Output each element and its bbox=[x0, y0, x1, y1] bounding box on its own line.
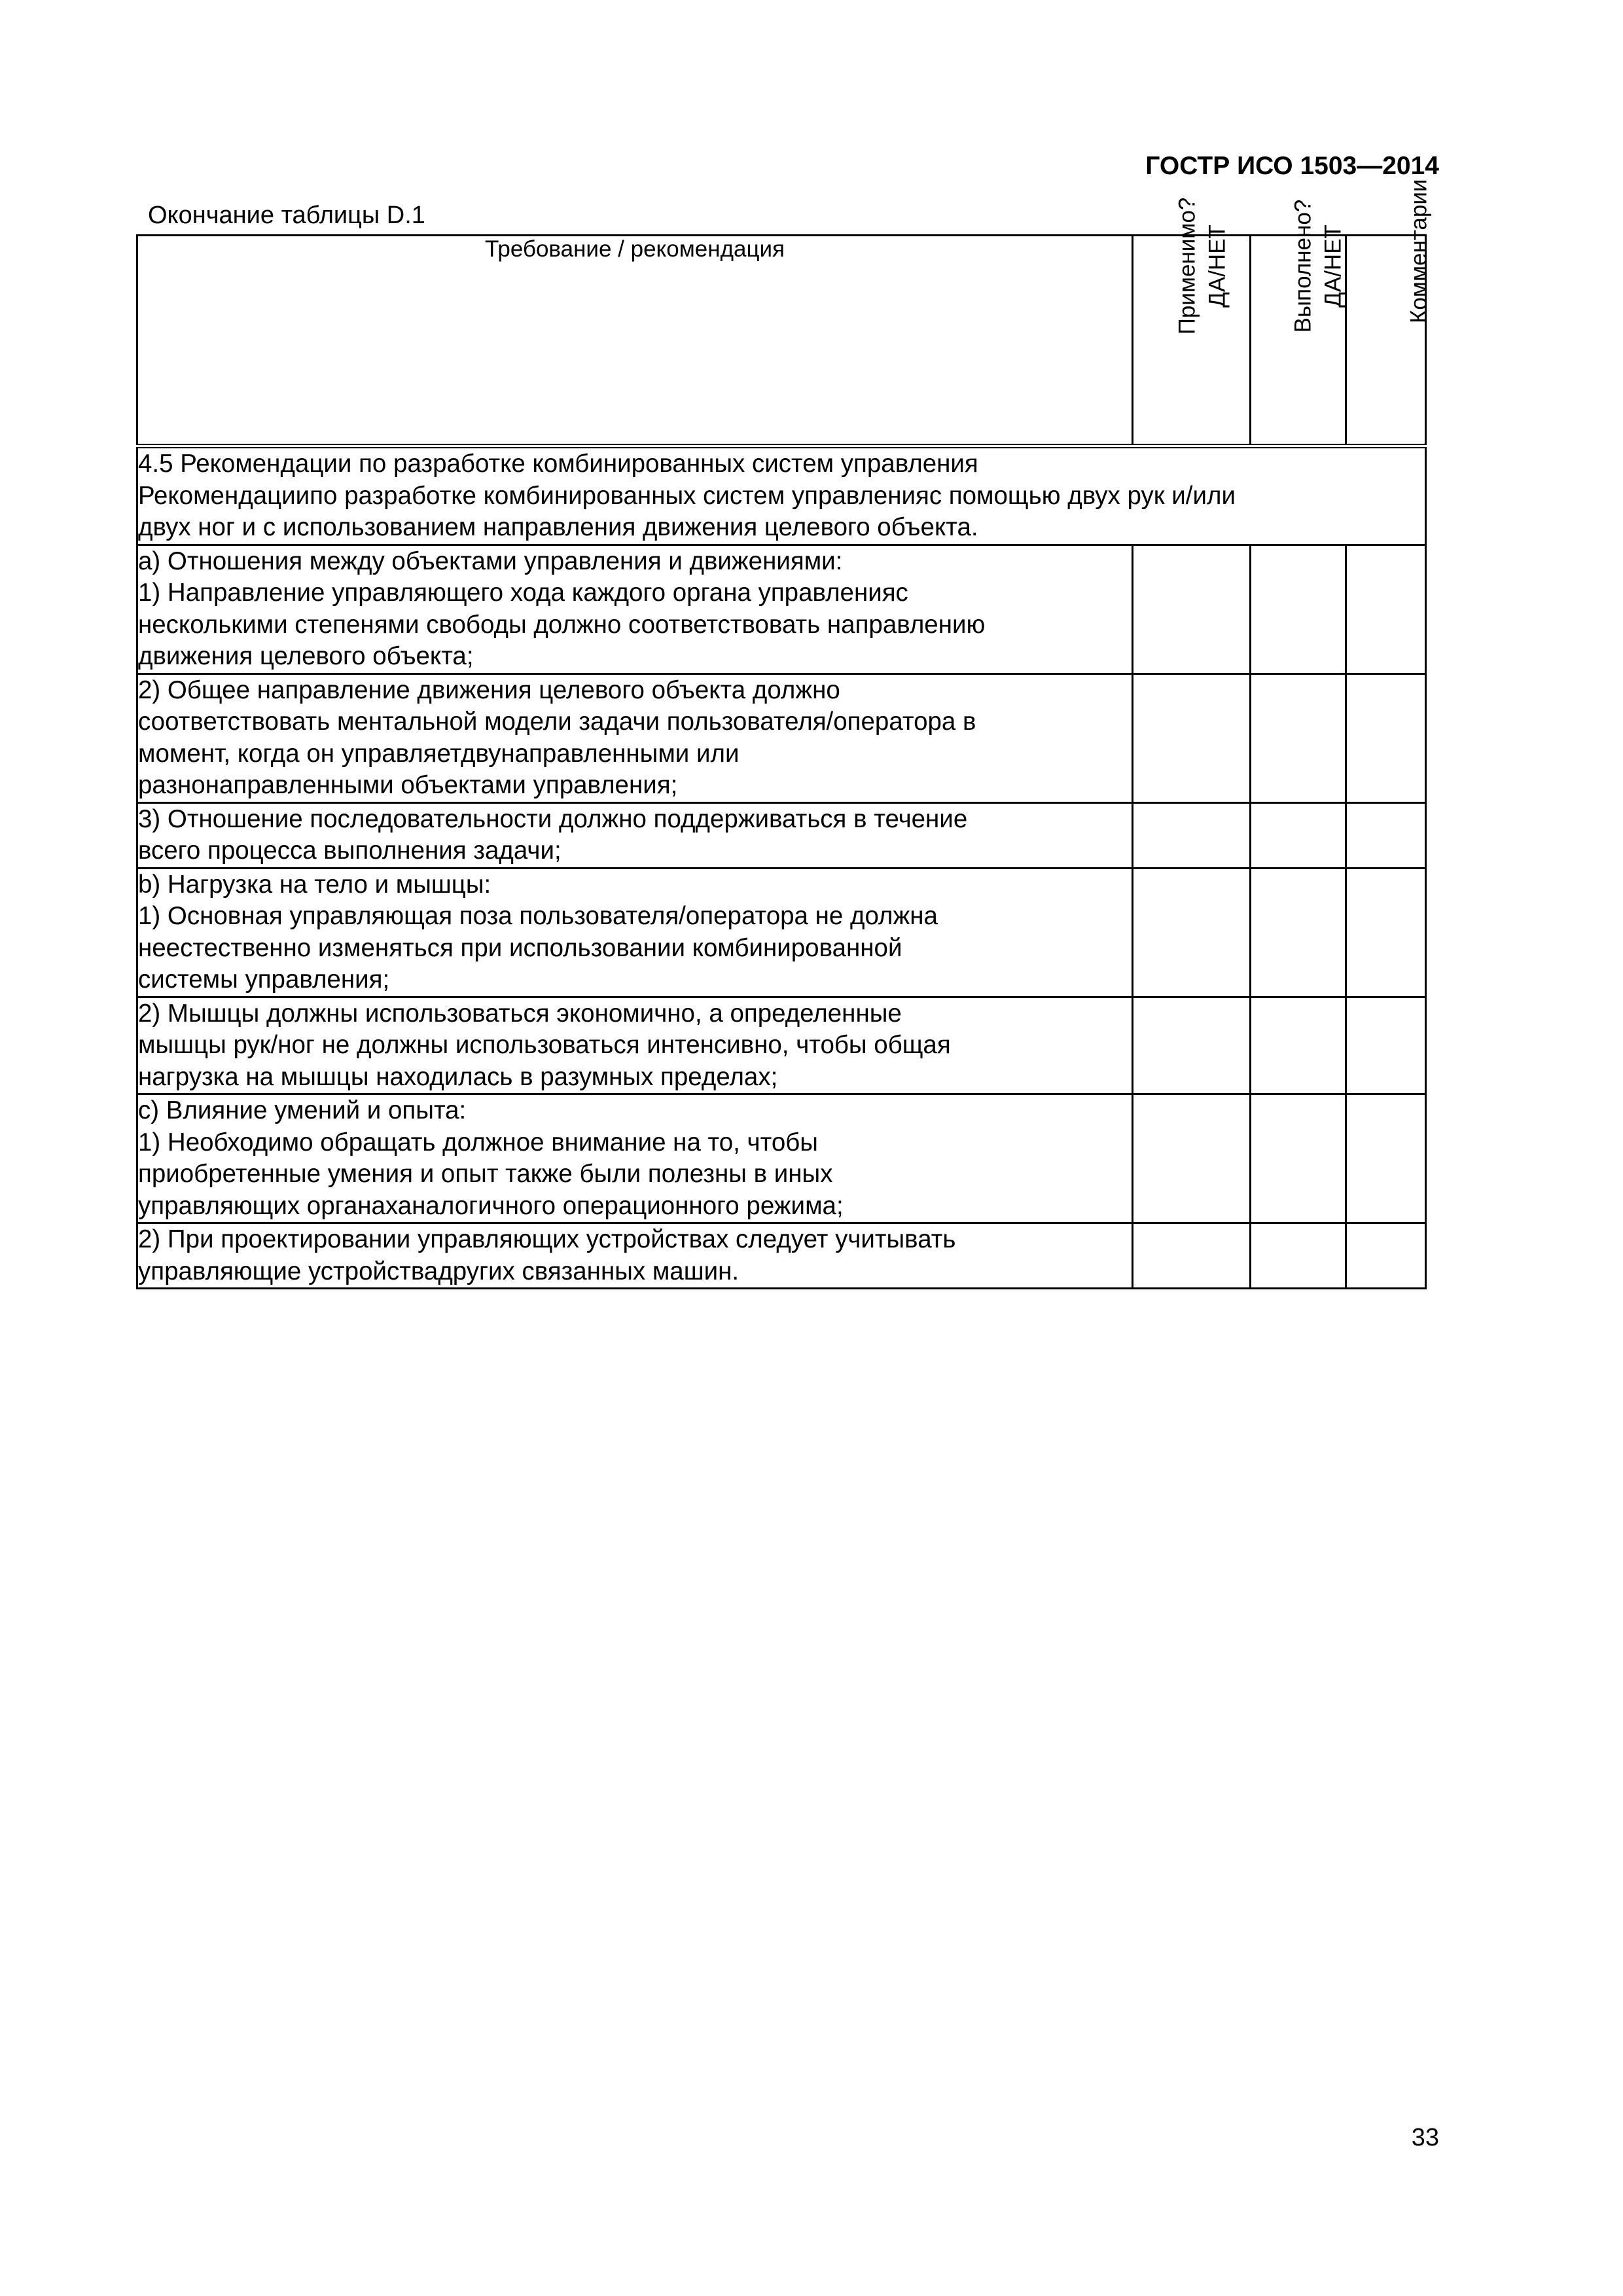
fulfilled-cell[interactable] bbox=[1251, 1094, 1346, 1223]
comments-cell[interactable] bbox=[1346, 997, 1426, 1094]
column-header-requirement: Требование / рекомендация bbox=[137, 236, 1133, 446]
column-header-comments-label: Комментарии bbox=[1406, 179, 1432, 323]
requirement-line: 2) Общее направление движения целевого объекта должно bbox=[138, 675, 840, 704]
table-header-row bbox=[137, 236, 1426, 446]
column-header-fulfilled bbox=[1251, 199, 1346, 446]
comments-cell[interactable] bbox=[1346, 545, 1426, 673]
requirement-line: движения целевого объекта; bbox=[138, 642, 474, 670]
requirement-line: 2) При проектировании управляющих устройствах следует учитывать bbox=[138, 1225, 956, 1253]
requirement-line: 1) Направление управляющего хода каждого органа управленияс bbox=[138, 579, 908, 607]
requirement-line: соответствовать ментальной модели задачи пользователя/оператора в bbox=[138, 708, 976, 736]
applicable-cell[interactable] bbox=[1133, 997, 1251, 1094]
applicable-cell[interactable] bbox=[1133, 1223, 1251, 1289]
page-number: 33 bbox=[1411, 2124, 1439, 2151]
requirement-line: 1) Необходимо обращать должное внимание на то, чтобы bbox=[138, 1128, 818, 1157]
requirement-line: несколькими степенями свободы должно соответствовать направлению bbox=[138, 610, 986, 639]
requirement-line: b) Нагрузка на тело и мышцы: bbox=[138, 870, 491, 899]
fulfilled-cell[interactable] bbox=[1251, 868, 1346, 997]
requirement-line: неестественно изменяться при использовании комбинированной bbox=[138, 933, 902, 962]
column-header-fulfilled-line2: ДА/НЕТ bbox=[1319, 224, 1346, 308]
section-heading-cell bbox=[137, 446, 1426, 545]
requirement-cell bbox=[137, 997, 1133, 1094]
applicable-cell[interactable] bbox=[1133, 673, 1251, 802]
requirement-line: момент, когда он управляетдвунаправленными или bbox=[138, 739, 740, 768]
requirement-cell bbox=[137, 868, 1133, 997]
requirement-cell bbox=[137, 673, 1133, 802]
requirement-cell bbox=[137, 1094, 1133, 1223]
comments-cell[interactable] bbox=[1346, 1094, 1426, 1223]
column-header-fulfilled-line1: Выполнено? bbox=[1290, 199, 1316, 333]
column-header-applicable bbox=[1133, 197, 1251, 446]
applicable-cell[interactable] bbox=[1133, 545, 1251, 673]
column-header-applicable-line2: ДА/НЕТ bbox=[1204, 224, 1230, 308]
table-row bbox=[137, 802, 1426, 868]
applicable-cell[interactable] bbox=[1133, 1094, 1251, 1223]
fulfilled-cell[interactable] bbox=[1251, 997, 1346, 1094]
requirement-line: 3) Отношение последовательности должно поддерживаться в течение bbox=[138, 804, 968, 833]
table-row bbox=[137, 868, 1426, 997]
requirement-line: разнонаправленными объектами управления; bbox=[138, 771, 678, 799]
requirement-line: управляющих органаханалогичного операционного режима; bbox=[138, 1191, 844, 1220]
table-caption: Окончание таблицы D.1 bbox=[148, 202, 425, 229]
section-line: двух ног и с использованием направления движения целевого объекта. bbox=[138, 513, 978, 541]
table-row bbox=[137, 1094, 1426, 1223]
requirement-line: мышцы рук/ног не должны использоваться интенсивно, чтобы общая bbox=[138, 1031, 951, 1059]
requirement-line: 2) Мышцы должны использоваться экономично, а определенные bbox=[138, 999, 902, 1028]
comments-cell[interactable] bbox=[1346, 673, 1426, 802]
requirement-line: системы управления; bbox=[138, 965, 390, 994]
requirement-line: нагрузка на мышцы находилась в разумных пределах; bbox=[138, 1062, 778, 1091]
comments-cell[interactable] bbox=[1346, 868, 1426, 997]
applicable-cell[interactable] bbox=[1133, 868, 1251, 997]
requirement-line: c) Влияние умений и опыта: bbox=[138, 1096, 467, 1124]
column-header-applicable-line1: Применимо? bbox=[1174, 197, 1200, 335]
requirement-line: a) Отношения между объектами управления и движениями: bbox=[138, 547, 843, 575]
table-row bbox=[137, 1223, 1426, 1289]
table-row bbox=[137, 673, 1426, 802]
requirement-line: приобретенные умения и опыт также были полезны в иных bbox=[138, 1160, 833, 1188]
section-line: Рекомендациипо разработке комбинированных систем управленияс помощью двух рук и/или bbox=[138, 481, 1236, 510]
requirement-cell bbox=[137, 1223, 1133, 1289]
requirement-line: всего процесса выполнения задачи; bbox=[138, 836, 562, 865]
fulfilled-cell[interactable] bbox=[1251, 1223, 1346, 1289]
comments-cell[interactable] bbox=[1346, 1223, 1426, 1289]
section-row bbox=[137, 446, 1426, 545]
fulfilled-cell[interactable] bbox=[1251, 673, 1346, 802]
table-row bbox=[137, 997, 1426, 1094]
standard-number: ГОСТР ИСО 1503—2014 bbox=[1145, 152, 1439, 180]
section-line: 4.5 Рекомендации по разработке комбинированных систем управления bbox=[138, 450, 978, 478]
requirement-cell bbox=[137, 545, 1133, 673]
comments-cell[interactable] bbox=[1346, 802, 1426, 868]
requirement-cell bbox=[137, 802, 1133, 868]
applicable-cell[interactable] bbox=[1133, 802, 1251, 868]
requirement-line: управляющие устройствадругих связанных машин. bbox=[138, 1257, 740, 1285]
fulfilled-cell[interactable] bbox=[1251, 545, 1346, 673]
requirement-line: 1) Основная управляющая поза пользователя/оператора не должна bbox=[138, 902, 938, 930]
table-row bbox=[137, 545, 1426, 673]
fulfilled-cell[interactable] bbox=[1251, 802, 1346, 868]
column-header-comments bbox=[1346, 179, 1432, 446]
